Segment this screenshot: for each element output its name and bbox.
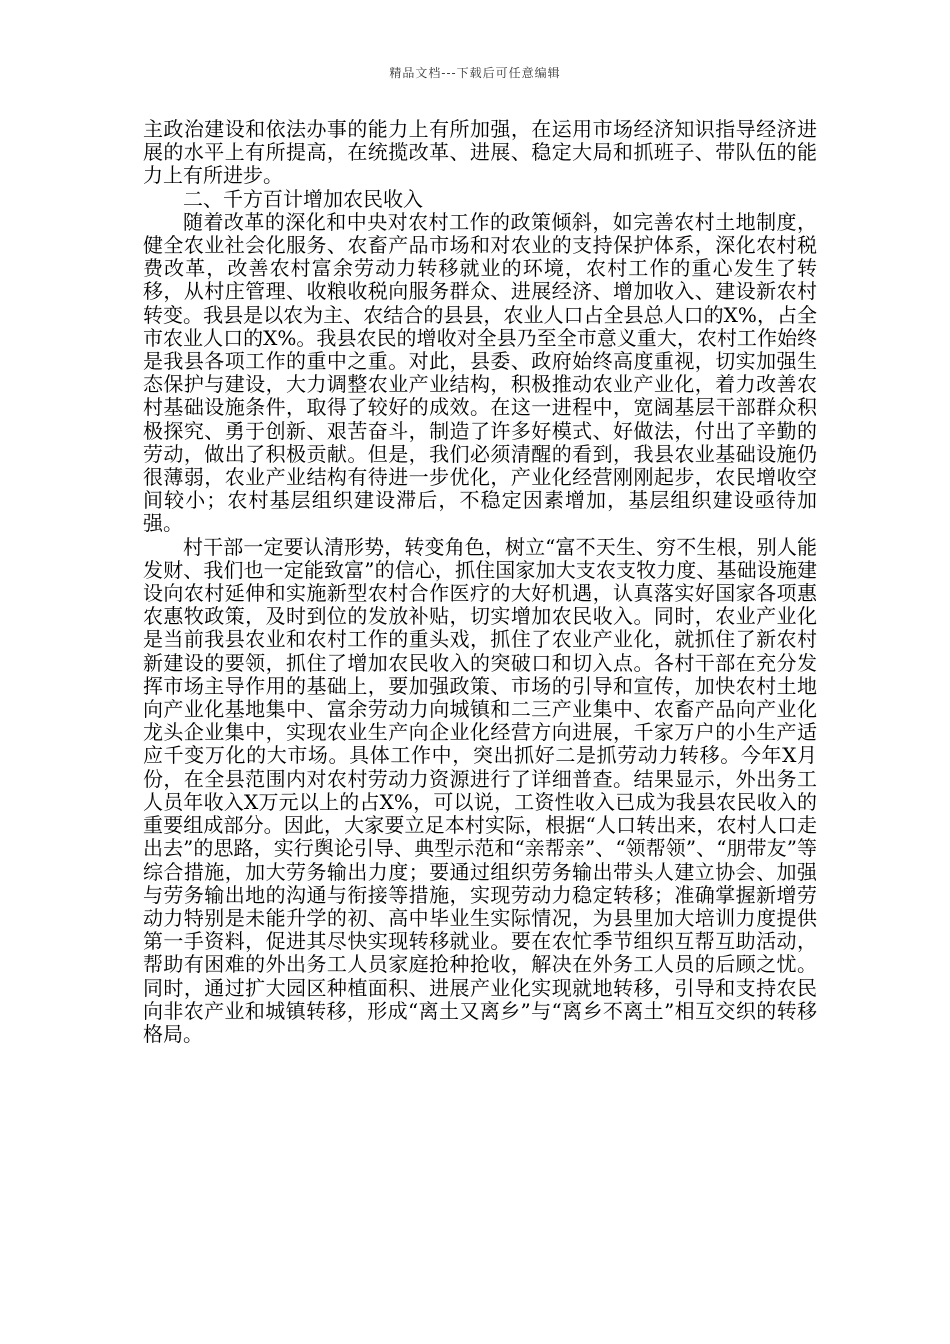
paragraph: 村干部一定要认清形势，转变角色，树立“富不天生、穷不生根，别人能发财、我们也一定能致富”的信心，抓住国家加大支农支牧力度、基础设施建设向农村延伸和实施新型农村合作医疗的大好机遇，认真落实好国家各项惠农惠牧政策，及时到位的发放补贴，切实增加农民收入。同时，农业产业化是当前我县农业和农村工作的重头戏，抓住了农业产业化，就抓住了新农村新建设的要领，抓住了增加农民收入的突破口和切入点。各村干部在充分发挥市场主导作用的基础上，要加强政策、市场的引导和宣传，加快农村土地向产业化基地集中、富余劳动力向城镇和二三产业集中、农畜产品向产业化龙头企业集中，实现农业生产向企业化经营方向进展，千家万户的小生产适应千变万化的大市场。具体工作中，突出抓好二是抓劳动力转移。今年X月份，在全县范围内对农村劳动力资源进行了详细普查。结果显示，外出务工人员年收入X万元以上的占X%，可以说，工资性收入已成为我县农民收入的重要组成部分。因此，大家要立足本村实际，根据“人口转出来，农村人口走出去”的思路，实行舆论引导、典型示范和“亲帮亲”、“领帮领”、“朋带友”等综合措施，加大劳务输出力度；要通过组织劳务输出带头人建立协会、加强与劳务输出地的沟通与衔接等措施，实现劳动力稳定转移；准确掌握新增劳动力特别是未能升学的初、高中毕业生实际情况，为县里加大培训力度提供第一手资料，促进其尽快实现转移就业。要在农忙季节组织互帮互助活动，帮助有困难的外出务工人员家庭抢种抢收，解决在外务工人员的后顾之忧。同时，通过扩大园区种植面积、进展产业化实现就地转移，引导和支持农民向非农产业和城镇转移，形成“离土又离乡”与“离乡不离土”相互交织的转移格局。 bbox=[143, 534, 817, 1046]
section-heading: 二、千方百计增加农民收入 bbox=[183, 186, 423, 211]
document-body bbox=[143, 118, 817, 1046]
paragraph: 随着改革的深化和中央对农村工作的政策倾斜，如完善农村土地制度，健全农业社会化服务、农畜产品市场和对农业的支持保护体系，深化农村税费改革，改善农村富余劳动力转移就业的环境，农村工作的重心发生了转移，从村庄管理、收粮收税向服务群众、进展经济、增加收入、建设新农村转变。我县是以农为主、农结合的县县，农业人口占全县总人口的X%，占全市农业人口的X%。我县农民的增收对全县乃至全市意义重大，农村工作始终是我县各项工作的重中之重。对此，县委、政府始终高度重视，切实加强生态保护与建设，大力调整农业产业结构，积极推动农业产业化，着力改善农村基础设施条件，取得了较好的成效。在这一进程中，宽阔基层干部群众积极探究、勇于创新、艰苦奋斗，制造了许多好模式、好做法，付出了辛勤的劳动，做出了积极贡献。但是，我们必须清醒的看到，我县农业基础设施仍很薄弱，农业产业结构有待进一步优化，产业化经营刚刚起步，农民增收空间较小；农村基层组织建设滞后，不稳定因素增加，基层组织建设亟待加强。 bbox=[143, 209, 817, 536]
page-header: 精品文档---下载后可任意编辑 bbox=[389, 66, 561, 80]
paragraph-continuation: 主政治建设和依法办事的能力上有所加强，在运用市场经济知识指导经济进展的水平上有所提高，在统揽改革、进展、稳定大局和抓班子、带队伍的能力上有所进步。 bbox=[143, 117, 817, 188]
